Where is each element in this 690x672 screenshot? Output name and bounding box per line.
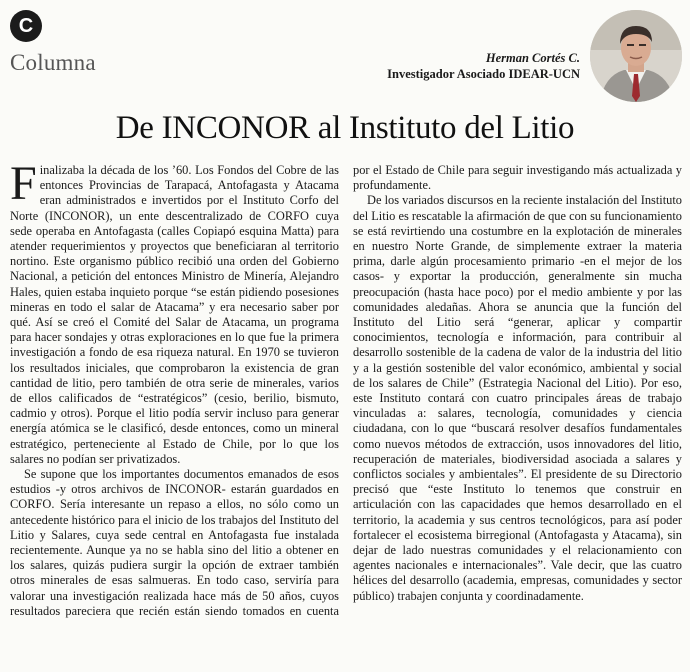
author-role: Investigador Asociado IDEAR-UCN: [387, 67, 580, 81]
column-badge: C: [10, 10, 42, 42]
article-title: De INCONOR al Instituto del Litio: [115, 110, 575, 146]
paragraph-text: inalizaba la década de los ’60. Los Fondos del Cobre de las entonces Provincias de Tarapacá, Antofagasta y Atacama eran administrados e invertidos por el Instituto Corfo del Norte (INCONOR), un ente descentralizado de CORFO cuya sede operaba en Antofagasta (calles Copiapó esquina Matta) para atender requerimientos y proyectos que beneficiaran al territorio nortino. Este organismo público recibió una orden del Gobierno Nacional, a petición del entonces Ministro de Minería, Alejandro Hales, quien estaba inquieto porque “se están pidiendo posesiones mineras en todo el salar de Atacama” y era necesario saber por qué. Así se creó el Comité del Salar de Atacama, un programa para hacer sondajes y otras exploraciones en lo que fue la primera investigación a fondo de esa riqueza natural. En 1970 se tuvieron los resultados iniciales, que comprobaron la existencia de gran cantidad de litio, pero también de otra serie de minerales, varios de ellos calificados de “estratégicos” (cesio, berilio, bismuto, cadmio y otros). Porque el litio podía servir incluso para generar energía atómica se le clasificó, desde entonces, como un mineral estratégico, perteneciente al Estado de Chile, por lo que los salares no podían ser privatizados.: [10, 163, 339, 466]
article-paragraph: Se supone que los importantes documentos emanados de esos estudios -y otros archivos de INCONOR- estarán guardados en CORFO. Sería interesante un repaso a ellos, no sólo como un antecedente histórico para el inicio de los trabajos del Instituto del Litio y Salares, cuya sede central en Antofagasta fue instalada recientemente. Aunque ya no se habla sino del litio a obtener en los salares, quizás pudiera surgir la opción de extraer también otros minerales de esas salmueras. En todo caso, serviría para valorar una investigación realizada hace más de 50 años, cuyos resultados pareciera que recién están siendo tomados en cuenta por el Estado de Chile para seguir investigando más actualizada y profundamente.: [10, 163, 682, 618]
author-name: Herman Cortés C.: [485, 51, 580, 65]
author-photo: [590, 10, 682, 102]
drop-cap: F: [10, 163, 37, 210]
author-block: [387, 50, 580, 82]
article-paragraph: [10, 163, 339, 467]
article-paragraph: De los variados discursos en la reciente instalación del Instituto del Litio es rescatable la afirmación de que con su funcionamiento se está revirtiendo una costumbre en la explotación de minerales en nuestro Norte Grande, de simplemente extraer la materia prima, darle algún procesamiento primario -en el mejor de los casos- y exportar la producción, generalmente sin mucha preocupación (hasta hace poco) por el medio ambiente y por las comunidades aledañas. Ahora se anuncia que la función del Instituto del Litio será “generar, aplicar y compartir conocimientos, tecnología e información, para contribuir al desarrollo sostenible de la cadena de valor de la industria del litio y a la gestión sostenible del valor económico, ambiental y social de los salares de Chile” (Estrategia Nacional del Litio). Por eso, este Instituto contará con cuatro principales áreas de trabajo vinculadas a: salares, tecnología, comunidades y ciencia ciudadana, con lo que “buscará resolver desafíos fundamentales como nuevos métodos de extracción, usos innovadores del litio, recuperación de materiales, biodiversidad asociada a salares y conflictos sociales y ambientales”. El presidente de su Directorio precisó que “este Instituto lo tenemos que construir en articulación con las capacidades que hemos desarrollado en el territorio, la academia y sus centros tecnológicos, para así poder fortalecer el ecosistema birregional (Antofagasta y Atacama), sin dejar de lado nuestras comunidades y el relacionamiento con agentes nacionales e internacionales”. Vale decir, que las cuatro hélices del desarrollo (academia, empresas, comunidades y sector público) trabajen conjunta y coordinadamente.: [353, 193, 682, 603]
article-body: [10, 163, 682, 668]
author-portrait-icon: [590, 10, 682, 102]
section-label: Columna: [10, 50, 96, 75]
